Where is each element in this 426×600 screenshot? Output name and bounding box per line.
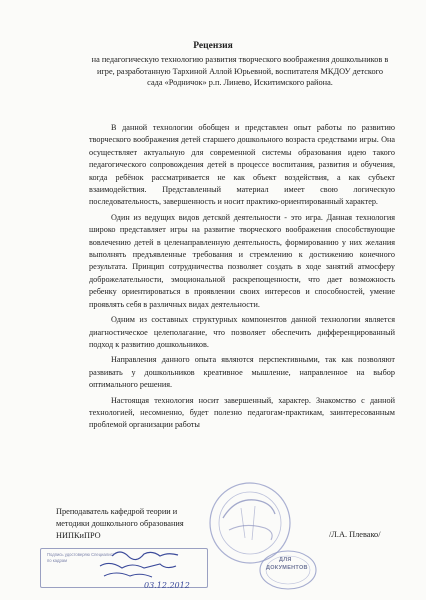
- signer-position-line-1: Преподаватель кафедрой теории и: [56, 507, 178, 516]
- handwritten-signature-icon: [40, 546, 220, 590]
- signature-block: [56, 506, 184, 543]
- signer-name: /Л.А. Плевако/: [329, 530, 381, 539]
- paragraph: Одним из составных структурных компонентов данной технологии является диагностическое целеполагание, что позволяет обеспечить дифференцированный подход к развитию дошкольников.: [89, 315, 395, 349]
- document-body: [89, 122, 395, 435]
- document-stamp-label-1: ДЛЯ: [279, 557, 292, 563]
- paragraph: Направления данного опыта являются перспективными, так как позволяют развивать у дошкольников креативное мышление, направленное на выбор оптимального решения.: [89, 355, 395, 390]
- document-subtitle: на педагогическую технологию развития творческого воображения дошкольников в игре, разработанную Тархиной Аллой Юрьевной, воспитателя МКДОУ детского сада «Родничок» р.п. Линево, Искитимского района.: [91, 55, 389, 88]
- paragraph: В данной технологии обобщен и представлен опыт работы по развитию творческого воображения детей старшего дошкольного возраста средствами игры. Она осуществляет актуальную для современной системы образования идею такого педагогического сопровождения детей в процессе воспитания, развития и обучения, когда ребёнок рассматривается не как объект воздействия, а как субъект взаимодействия. Представленный материал имеет свою логическую последовательность, завершенность и носит практико-ориентированный характер.: [89, 123, 395, 207]
- signer-organization: НИПКиПРО: [56, 531, 101, 541]
- paragraph: Один из ведущих видов детской деятельности - это игра. Данная технология широко представляет игры на развитие творческого воображения способствующие вовлечению детей в целенаправленную деятельность, формированию у них желания выполнять предъявленные требования и стремлению к достижению конечного результата. Принцип сотрудничества позволяет создать в ходе занятий атмосферу доброжелательности, эмоциональной раскрепощенности, что дает возможность ребенку ориентироваться в проявлении своих интересов и способностей, умение проявлять себя в различных видах деятельности.: [89, 212, 395, 309]
- signer-position-line-2: методики дошкольного образования: [56, 519, 184, 529]
- document-stamp-label-2: ДОКУМЕНТОВ: [266, 565, 308, 571]
- document-title: Рецензия: [193, 41, 233, 51]
- handwritten-date: 03.12.2012: [144, 581, 190, 590]
- paragraph: Настоящая технология носит завершенный, характер. Знакомство с данной технологией, несомненно, будет полезно педагогам-практикам, заинтересованным проблемой организации работы: [89, 395, 395, 430]
- certification-stamp-text: Подпись удостоверяю Специалист по кадрам: [47, 552, 115, 563]
